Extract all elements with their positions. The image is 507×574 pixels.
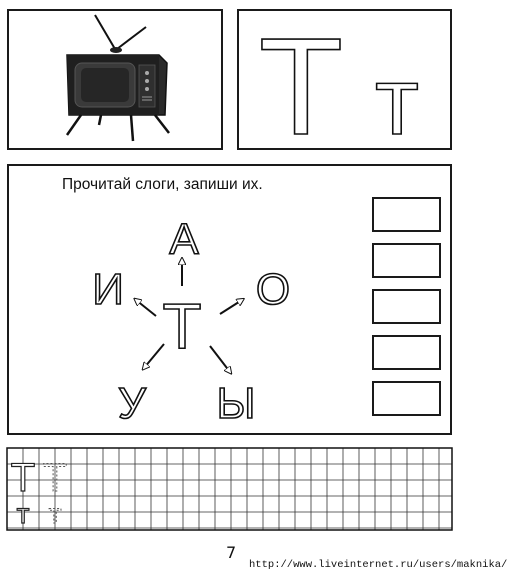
copybook-grid[interactable] bbox=[7, 448, 452, 530]
answer-box-5[interactable] bbox=[372, 381, 441, 416]
arrow-down-right bbox=[210, 346, 230, 372]
uppercase-letter: Т bbox=[258, 10, 344, 164]
answer-box-1[interactable] bbox=[372, 197, 441, 232]
television-icon bbox=[9, 11, 221, 148]
answer-box-3[interactable] bbox=[372, 289, 441, 324]
grid-lines bbox=[7, 448, 452, 530]
trace-letter-lowercase: т bbox=[48, 498, 62, 529]
sample-letter-lowercase: т bbox=[16, 498, 30, 529]
arrow-left bbox=[136, 300, 156, 316]
arrow-right bbox=[220, 300, 242, 314]
vowel-i: И bbox=[92, 265, 124, 314]
vowel-u: У bbox=[118, 379, 146, 428]
grid-cells bbox=[7, 448, 452, 530]
letter-display bbox=[239, 10, 450, 164]
sample-letter-uppercase: Т bbox=[10, 456, 36, 500]
arrow-down-left bbox=[144, 344, 164, 368]
vowel-o: О bbox=[255, 265, 291, 314]
instruction-text: Прочитай слоги, запиши их. bbox=[62, 176, 263, 193]
vowel-a: А bbox=[169, 215, 199, 264]
answer-box-4[interactable] bbox=[372, 335, 441, 370]
answer-box-2[interactable] bbox=[372, 243, 441, 278]
source-url[interactable]: http://www.liveinternet.ru/users/maknika/ bbox=[249, 559, 507, 571]
page-number: 7 bbox=[226, 543, 237, 562]
trace-letter-uppercase: Т bbox=[42, 456, 68, 500]
center-letter: Т bbox=[162, 290, 202, 362]
vowel-y: Ы bbox=[216, 379, 256, 428]
lowercase-letter: т bbox=[375, 48, 419, 155]
letter-panel bbox=[237, 9, 452, 164]
syllable-star bbox=[60, 196, 320, 428]
picture-panel bbox=[7, 9, 223, 150]
